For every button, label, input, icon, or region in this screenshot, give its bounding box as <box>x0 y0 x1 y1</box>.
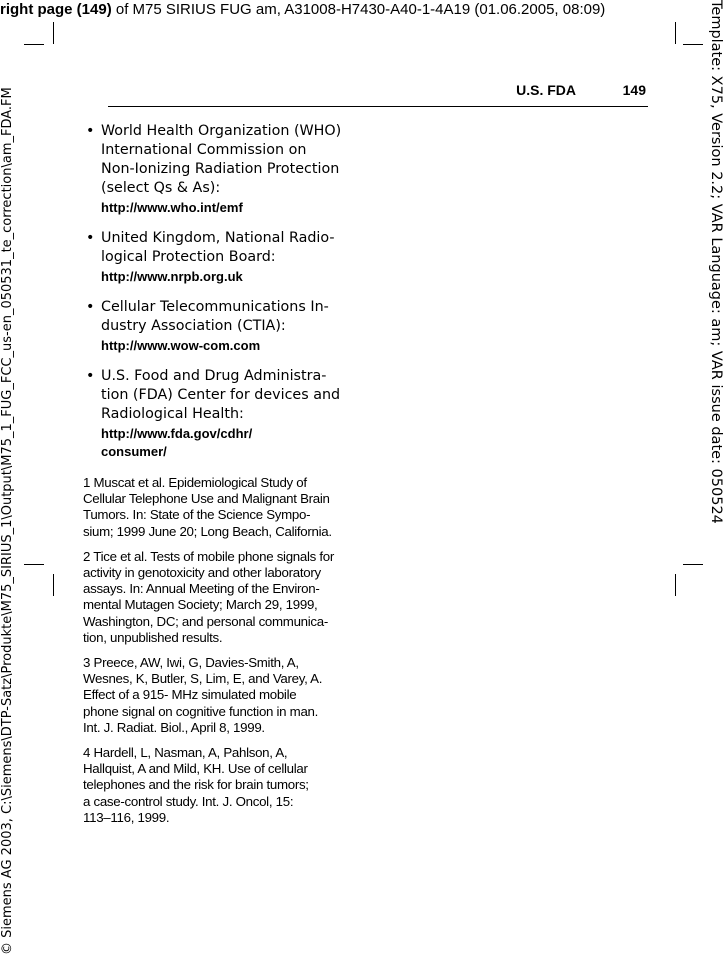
item-text-line: U.S. Food and Drug Administra- <box>101 368 327 384</box>
bullet-icon: • <box>86 368 95 384</box>
running-header <box>108 78 648 107</box>
footnote <box>83 745 368 826</box>
page-label: right page (149) <box>0 1 112 18</box>
list-item <box>86 229 366 286</box>
url-line[interactable]: consumer/ <box>101 444 167 459</box>
item-url[interactable] <box>101 268 366 286</box>
footnote-line: Washington, DC; and personal communica- <box>83 613 328 629</box>
crop-mark <box>675 574 676 596</box>
section-title: U.S. FDA <box>516 82 576 98</box>
bullet-icon: • <box>86 230 95 246</box>
url-line[interactable]: http://www.nrpb.org.uk <box>101 269 243 284</box>
item-text-line: United Kingdom, National Radio- <box>101 230 335 246</box>
item-text-line: Non-Ionizing Radiation Protection <box>101 161 340 177</box>
list-item <box>86 367 366 461</box>
item-url[interactable] <box>101 199 366 217</box>
item-text-line: Cellular Telecommunications In- <box>101 299 329 315</box>
file-path-vertical: © Siemens AG 2003, C:\Siemens\DTP-Satz\Produkte\M75_SIRIUS_1\Output\M75_1_FUG_FCC_us-en_050531_te_correction\am_FDA.FM <box>0 87 15 955</box>
template-info-vertical: Template: X75, Version 2.2; VAR Language: am; VAR issue date: 050524 <box>708 0 724 524</box>
crop-mark <box>24 564 44 565</box>
footnote-line: phone signal on cognitive function in man. <box>83 703 319 719</box>
footnotes <box>83 475 368 835</box>
footnote-line: Cellular Telephone Use and Malignant Brain <box>83 491 330 507</box>
footnote-line: a case-control study. Int. J. Oncol, 15: <box>83 793 294 809</box>
list-item <box>86 122 366 217</box>
crop-mark <box>675 22 676 44</box>
item-url[interactable] <box>101 337 366 355</box>
footnote-number: 2 <box>83 548 91 564</box>
item-url[interactable] <box>101 425 366 461</box>
list-item <box>86 298 366 355</box>
crop-mark <box>683 564 703 565</box>
item-text-line: dustry Association (CTIA): <box>101 318 286 334</box>
footnote-line: Wesnes, K, Butler, S, Lim, E, and Varey, A. <box>83 671 323 687</box>
footnote-text: Preece, AW, Iwi, G, Davies-Smith, A, <box>90 655 299 671</box>
resource-list <box>86 122 366 473</box>
footnote-number: 3 <box>83 655 91 671</box>
item-text-line: (select Qs & As): <box>101 180 221 196</box>
footnote-line: 113–116, 1999. <box>83 809 170 825</box>
footnote-text: Hardell, L, Nasman, A, Pahlson, A, <box>90 745 288 761</box>
footnote <box>83 549 368 646</box>
footnote-line: Int. J. Radiat. Biol., April 8, 1999. <box>83 719 265 735</box>
url-line[interactable]: http://www.wow-com.com <box>101 338 261 353</box>
item-text-line: International Commission on <box>101 142 307 158</box>
footnote <box>83 475 368 540</box>
page-number: 149 <box>622 82 646 98</box>
footnote-line: telephones and the risk for brain tumors; <box>83 777 309 793</box>
footnote-line: assays. In: Annual Meeting of the Environ- <box>83 581 320 597</box>
footnote <box>83 655 368 736</box>
footnote-line <box>83 475 368 491</box>
footnote-line: Effect of a 915- MHz simulated mobile <box>83 687 297 703</box>
print-job-info: of M75 SIRIUS FUG am, A31008-H7430-A40-1-4A19 (01.06.2005, 08:09) <box>111 1 606 18</box>
item-text-line: logical Protection Board: <box>101 249 276 265</box>
url-line[interactable]: http://www.who.int/emf <box>101 200 243 215</box>
footnote-line: mental Mutagen Society; March 29, 1999, <box>83 597 318 613</box>
item-text-line: Radiological Health: <box>101 406 244 422</box>
footnote-text: Tice et al. Tests of mobile phone signals for <box>90 548 335 564</box>
url-line[interactable]: http://www.fda.gov/cdhr/ <box>101 426 253 441</box>
footnote-number: 1 <box>83 475 91 490</box>
footnote-text: Muscat et al. Epidemiological Study of <box>90 475 307 490</box>
crop-mark <box>53 574 54 596</box>
print-job-line <box>0 0 605 20</box>
footnote-line: tion, unpublished results. <box>83 629 223 645</box>
footnote-line <box>83 655 368 671</box>
footnote-line: sium; 1999 June 20; Long Beach, California. <box>83 523 332 539</box>
footnote-number: 4 <box>83 745 91 761</box>
crop-mark <box>53 22 54 44</box>
footnote-line: Tumors. In: State of the Science Sympo- <box>83 507 311 523</box>
crop-mark <box>683 44 703 45</box>
item-text-line: World Health Organization (WHO) <box>101 123 342 139</box>
bullet-icon: • <box>86 123 95 139</box>
footnote-line: Hallquist, A and Mild, KH. Use of cellular <box>83 761 308 777</box>
footnote-line: activity in genotoxicity and other laboratory <box>83 565 321 581</box>
bullet-icon: • <box>86 299 95 315</box>
footnote-line <box>83 549 368 565</box>
item-text-line: tion (FDA) Center for devices and <box>101 387 341 403</box>
footnote-line <box>83 745 368 761</box>
crop-mark <box>24 44 44 45</box>
